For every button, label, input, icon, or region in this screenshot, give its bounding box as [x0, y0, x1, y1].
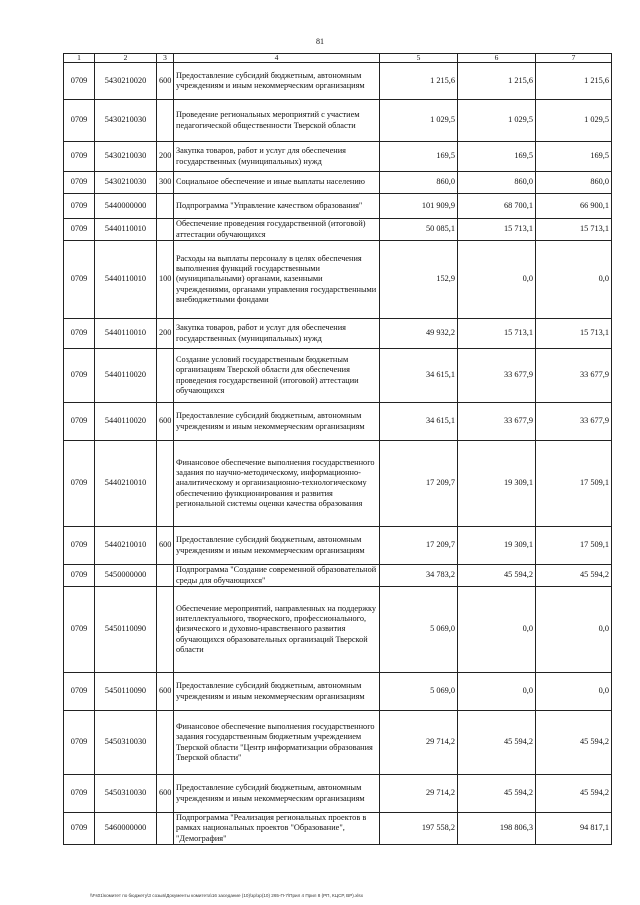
table-row	[64, 219, 612, 241]
column-number: 6	[458, 54, 536, 63]
item-name: Предоставление субсидий бюджетным, автономным учреждениям и иным некоммерческим организациям	[174, 673, 380, 711]
file-path-footer: \\Fs01\комитет по бюджету\3 созыв\Документы комитета\16 заседание (10)\зр\зр(10) 265-П-7\Прил 4 Прил 8 (РП, КЦСР, ВР).xlsx	[90, 893, 364, 898]
target-article-code: 5440110010	[95, 219, 157, 241]
expense-type-code: 600	[157, 403, 174, 441]
target-article-code: 5440000000	[95, 194, 157, 219]
expense-type-code	[157, 813, 174, 845]
amount-col-5: 152,9	[380, 241, 458, 319]
expense-type-code: 600	[157, 63, 174, 100]
section-code: 0709	[64, 587, 95, 673]
table-row	[64, 813, 612, 845]
table-row	[64, 565, 612, 587]
amount-col-6: 0,0	[458, 587, 536, 673]
item-name: Предоставление субсидий бюджетным, автономным учреждениям и иным некоммерческим организациям	[174, 775, 380, 813]
column-number: 1	[64, 54, 95, 63]
amount-col-6: 68 700,1	[458, 194, 536, 219]
item-name: Предоставление субсидий бюджетным, автономным учреждениям и иным некоммерческим организациям	[174, 403, 380, 441]
section-code: 0709	[64, 219, 95, 241]
table-row	[64, 172, 612, 194]
expense-type-code: 600	[157, 673, 174, 711]
section-code: 0709	[64, 142, 95, 172]
section-code: 0709	[64, 711, 95, 775]
target-article-code: 5440110010	[95, 319, 157, 349]
target-article-code: 5430210020	[95, 63, 157, 100]
target-article-code: 5450310030	[95, 775, 157, 813]
amount-col-6: 15 713,1	[458, 219, 536, 241]
item-name: Закупка товаров, работ и услуг для обеспечения государственных (муниципальных) нужд	[174, 319, 380, 349]
table-row	[64, 775, 612, 813]
section-code: 0709	[64, 63, 95, 100]
expense-type-code: 300	[157, 172, 174, 194]
table-row	[64, 100, 612, 142]
section-code: 0709	[64, 441, 95, 527]
amount-col-7: 15 713,1	[536, 319, 612, 349]
target-article-code: 5450310030	[95, 711, 157, 775]
expense-type-code	[157, 587, 174, 673]
column-number: 7	[536, 54, 612, 63]
item-name: Обеспечение мероприятий, направленных на поддержку интеллектуального, творческого, профессионального, физического и духовно-нравственного развития обучающихся образовательных организаций Тверской области	[174, 587, 380, 673]
table-row	[64, 319, 612, 349]
amount-col-5: 34 783,2	[380, 565, 458, 587]
section-code: 0709	[64, 349, 95, 403]
section-code: 0709	[64, 194, 95, 219]
item-name: Обеспечение проведения государственной (итоговой) аттестации обучающихся	[174, 219, 380, 241]
table-row	[64, 673, 612, 711]
item-name: Создание условий государственным бюджетным организациям Тверской области для обеспечения проведения государственной (итоговой) аттестации обучающихся	[174, 349, 380, 403]
amount-col-7: 33 677,9	[536, 403, 612, 441]
expense-type-code: 200	[157, 319, 174, 349]
amount-col-5: 860,0	[380, 172, 458, 194]
amount-col-5: 1 029,5	[380, 100, 458, 142]
amount-col-6: 198 806,3	[458, 813, 536, 845]
expense-type-code: 600	[157, 775, 174, 813]
expense-type-code: 100	[157, 241, 174, 319]
item-name: Финансовое обеспечение выполнения государственного задания государственным бюджетным учреждением Тверской области "Центр информатизации образования Тверской области"	[174, 711, 380, 775]
amount-col-5: 29 714,2	[380, 711, 458, 775]
amount-col-6: 169,5	[458, 142, 536, 172]
amount-col-5: 101 909,9	[380, 194, 458, 219]
target-article-code: 5430210030	[95, 100, 157, 142]
section-code: 0709	[64, 172, 95, 194]
target-article-code: 5450000000	[95, 565, 157, 587]
section-code: 0709	[64, 319, 95, 349]
target-article-code: 5440110010	[95, 241, 157, 319]
amount-col-7: 45 594,2	[536, 565, 612, 587]
amount-col-6: 19 309,1	[458, 527, 536, 565]
item-name: Подпрограмма "Создание современной образовательной среды для обучающихся"	[174, 565, 380, 587]
table-row	[64, 241, 612, 319]
table-row	[64, 403, 612, 441]
amount-col-6: 45 594,2	[458, 565, 536, 587]
amount-col-7: 0,0	[536, 241, 612, 319]
amount-col-7: 15 713,1	[536, 219, 612, 241]
amount-col-7: 45 594,2	[536, 775, 612, 813]
amount-col-7: 860,0	[536, 172, 612, 194]
column-number-row	[64, 54, 612, 63]
expense-type-code	[157, 711, 174, 775]
amount-col-7: 1 215,6	[536, 63, 612, 100]
section-code: 0709	[64, 775, 95, 813]
budget-table	[63, 53, 612, 845]
amount-col-6: 0,0	[458, 241, 536, 319]
table-row	[64, 711, 612, 775]
target-article-code: 5440110020	[95, 403, 157, 441]
item-name: Подпрограмма "Управление качеством образования"	[174, 194, 380, 219]
expense-type-code: 600	[157, 527, 174, 565]
table-row	[64, 527, 612, 565]
column-number: 4	[174, 54, 380, 63]
item-name: Предоставление субсидий бюджетным, автономным учреждениям и иным некоммерческим организациям	[174, 527, 380, 565]
amount-col-5: 197 558,2	[380, 813, 458, 845]
table-row	[64, 587, 612, 673]
amount-col-5: 34 615,1	[380, 349, 458, 403]
expense-type-code	[157, 219, 174, 241]
target-article-code: 5440210010	[95, 441, 157, 527]
amount-col-7: 0,0	[536, 587, 612, 673]
target-article-code: 5450110090	[95, 587, 157, 673]
expense-type-code	[157, 349, 174, 403]
amount-col-6: 0,0	[458, 673, 536, 711]
amount-col-7: 17 509,1	[536, 527, 612, 565]
target-article-code: 5440210010	[95, 527, 157, 565]
amount-col-6: 1 215,6	[458, 63, 536, 100]
amount-col-7: 66 900,1	[536, 194, 612, 219]
target-article-code: 5460000000	[95, 813, 157, 845]
expense-type-code	[157, 565, 174, 587]
column-number: 2	[95, 54, 157, 63]
amount-col-5: 50 085,1	[380, 219, 458, 241]
amount-col-6: 860,0	[458, 172, 536, 194]
amount-col-5: 5 069,0	[380, 673, 458, 711]
amount-col-5: 29 714,2	[380, 775, 458, 813]
section-code: 0709	[64, 673, 95, 711]
item-name: Расходы на выплаты персоналу в целях обеспечения выполнения функций государственными (муниципальными) органами, казенными учреждениями, органами управления государственными внебюджетными фондами	[174, 241, 380, 319]
column-number: 3	[157, 54, 174, 63]
item-name: Предоставление субсидий бюджетным, автономным учреждениям и иным некоммерческим организациям	[174, 63, 380, 100]
amount-col-6: 33 677,9	[458, 349, 536, 403]
amount-col-6: 45 594,2	[458, 775, 536, 813]
amount-col-5: 169,5	[380, 142, 458, 172]
item-name: Проведение региональных мероприятий с участием педагогической общественности Тверской области	[174, 100, 380, 142]
amount-col-5: 1 215,6	[380, 63, 458, 100]
amount-col-6: 1 029,5	[458, 100, 536, 142]
section-code: 0709	[64, 100, 95, 142]
section-code: 0709	[64, 241, 95, 319]
expense-type-code: 200	[157, 142, 174, 172]
item-name: Закупка товаров, работ и услуг для обеспечения государственных (муниципальных) нужд	[174, 142, 380, 172]
section-code: 0709	[64, 527, 95, 565]
expense-type-code	[157, 100, 174, 142]
amount-col-6: 15 713,1	[458, 319, 536, 349]
expense-type-code	[157, 194, 174, 219]
table-row	[64, 142, 612, 172]
page-number: 81	[316, 37, 324, 46]
section-code: 0709	[64, 403, 95, 441]
section-code: 0709	[64, 813, 95, 845]
amount-col-5: 34 615,1	[380, 403, 458, 441]
amount-col-5: 49 932,2	[380, 319, 458, 349]
item-name: Подпрограмма "Реализация региональных проектов в рамках национальных проектов "Образование", "Демография"	[174, 813, 380, 845]
target-article-code: 5440110020	[95, 349, 157, 403]
amount-col-5: 17 209,7	[380, 441, 458, 527]
amount-col-6: 33 677,9	[458, 403, 536, 441]
target-article-code: 5430210030	[95, 172, 157, 194]
amount-col-7: 1 029,5	[536, 100, 612, 142]
table-row	[64, 63, 612, 100]
section-code: 0709	[64, 565, 95, 587]
table-row	[64, 349, 612, 403]
amount-col-6: 45 594,2	[458, 711, 536, 775]
amount-col-7: 45 594,2	[536, 711, 612, 775]
amount-col-5: 17 209,7	[380, 527, 458, 565]
item-name: Социальное обеспечение и иные выплаты населению	[174, 172, 380, 194]
target-article-code: 5430210030	[95, 142, 157, 172]
amount-col-7: 17 509,1	[536, 441, 612, 527]
item-name: Финансовое обеспечение выполнения государственного задания по научно-методическому, информационно-аналитическому и организационно-технологическому обеспечению функционирования и развития региональной системы оценки качества образования	[174, 441, 380, 527]
table-row	[64, 441, 612, 527]
target-article-code: 5450110090	[95, 673, 157, 711]
column-number: 5	[380, 54, 458, 63]
amount-col-7: 33 677,9	[536, 349, 612, 403]
amount-col-7: 0,0	[536, 673, 612, 711]
table-row	[64, 194, 612, 219]
amount-col-6: 19 309,1	[458, 441, 536, 527]
amount-col-5: 5 069,0	[380, 587, 458, 673]
expense-type-code	[157, 441, 174, 527]
amount-col-7: 94 817,1	[536, 813, 612, 845]
amount-col-7: 169,5	[536, 142, 612, 172]
